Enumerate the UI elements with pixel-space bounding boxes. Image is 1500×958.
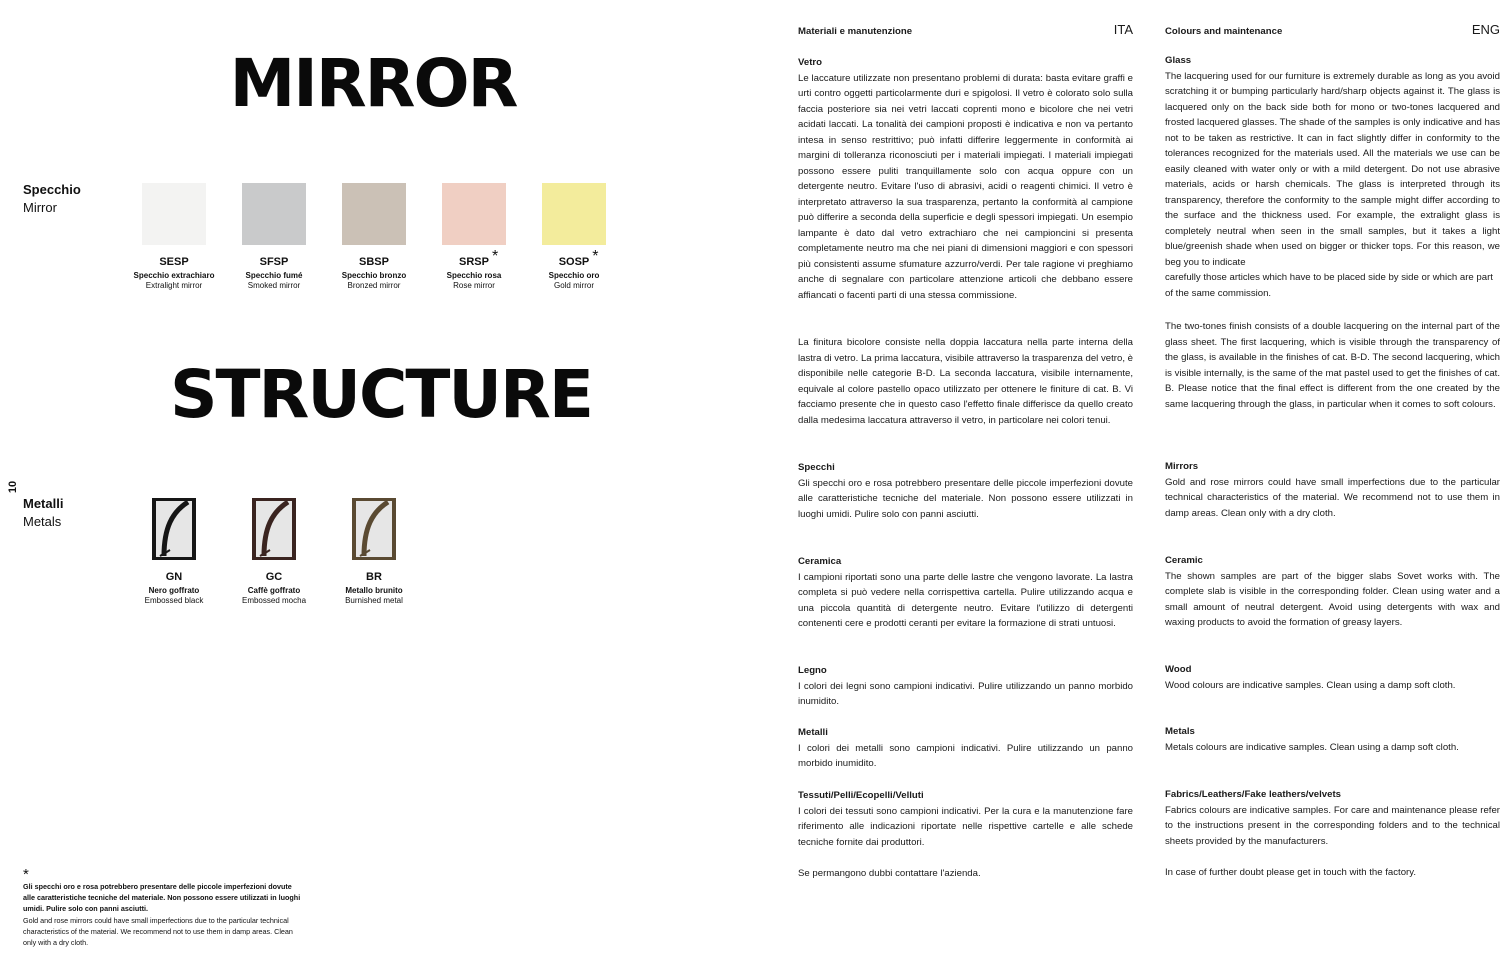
swatch-color bbox=[242, 183, 306, 245]
swatch-code: SOSP bbox=[558, 256, 590, 268]
swatch-name-it: Specchio oro bbox=[548, 271, 600, 280]
column-title: Materiali e manutenzione bbox=[798, 26, 913, 37]
footnote bbox=[23, 866, 305, 948]
section-text-continued: carefully those articles which have to be placed side by side or which are part of the same commission. bbox=[1165, 272, 1493, 299]
metal-frame-icon bbox=[252, 498, 296, 560]
swatch-name-it: Caffè goffrato bbox=[247, 586, 301, 595]
section-text: La finitura bicolore consiste nella doppia laccatura nella parte interna della lastra di vetro. La prima laccatura, visibile attraverso la trasparenza del vetro, è disponibile nelle categorie B-D. La seconda laccatura, visibile internamente, equivale al colore pastello opaco utilizzato per ottenere le finiture di cat. B. Vi facciamo presente che in questo caso l'effetto finale differisce da quello creato dalla medesima laccatura attraverso il vetro, in particolare nei colori tenui. bbox=[798, 337, 1133, 426]
mirror-title: MIRROR bbox=[229, 45, 517, 122]
section-text: The two-tones finish consists of a double lacquering on the internal part of the glass sheet. The first lacquering, which is visible through the transparency of the glass, is available in the finishes of cat. B-D. The second lacquering, which is visible internally, is the same of the mat pastel used to get the finishes of cat. B. Please notice that the final effect is different from the one created by the same lacquering through the glass, in particular when it comes to soft colours. bbox=[1165, 321, 1500, 410]
section-text: Fabrics colours are indicative samples. For care and maintenance please refer to the instructions present in the corresponding folders and to the technical sheets provided by the manufacturers. bbox=[1165, 804, 1500, 847]
swatch-code: SFSP bbox=[259, 256, 289, 268]
metal-frame-icon bbox=[352, 498, 396, 560]
swatch-name-it: Specchio fumé bbox=[245, 271, 303, 280]
footnote-en: Gold and rose mirrors could have small imperfections due to the particular technical characteristics of the material. We recommend not to use them in damp areas. Clean only with a dry cloth. bbox=[23, 915, 293, 948]
metal-section-label bbox=[23, 495, 63, 531]
asterisk-mark: * bbox=[592, 248, 599, 265]
section-glass bbox=[1165, 53, 1500, 301]
mirror-swatch-sbsp[interactable] bbox=[324, 183, 424, 291]
section-text: Gli specchi oro e rosa potrebbero presentare delle piccole imperfezioni dovute alle caratteristiche tecniche del materiale. Non possono essere utilizzati in luoghi umidi. Pulire solo con panni asciutti. bbox=[798, 477, 1133, 520]
section-heading: Tessuti/Pelli/Ecopelli/Velluti bbox=[798, 790, 924, 801]
swatch-name-it: Specchio extrachiaro bbox=[133, 271, 215, 280]
mirror-swatch-srsp[interactable] bbox=[424, 183, 524, 291]
swatch-name-it: Metallo brunito bbox=[345, 586, 403, 595]
swatch-name-en: Burnished metal bbox=[345, 596, 403, 605]
swatch-color bbox=[542, 183, 606, 245]
section-heading: Vetro bbox=[798, 57, 822, 68]
section-metals bbox=[1165, 724, 1500, 755]
swatch-name-en: Extralight mirror bbox=[145, 281, 203, 290]
swatch-color bbox=[442, 183, 506, 245]
asterisk-mark: * bbox=[491, 248, 499, 265]
mirror-swatch-sfsp[interactable] bbox=[224, 183, 324, 291]
section-vetro-bicolore bbox=[798, 335, 1133, 428]
closing-text: In case of further doubt please get in touch with the factory. bbox=[1165, 867, 1417, 878]
section-text: Le laccature utilizzate non presentano problemi di durata: basta evitare graffi e urti contro oggetti particolarmente duri e spigolosi. Il vetro è colorato solo sulla faccia posteriore sia nei vetri laccati coprenti mono e bicolore che nei vetri acidati laccati. La tonalità dei campioni proposti è indicativa e non va pertanto intesa in senso restrittivo; può infatti differire leggermente in conformità ai margini di tolleranza riconosciuti per i materiali impiegati. I materiali impiegati possono essere puliti tranquillamente solo con acqua oppure con un detergente neutro. Evitare l'uso di abrasivi, acidi o reagenti chimici. Il vetro è interpretato attraverso la sua trasparenza, pertanto la conformità al campione può differire a seconda della superficie e degli spessori impiegati. Un esempio lampante è dato dal vetro extrachiaro che nei campioncini si presenta completamente neutro ma che nei piani di dimensioni maggiori e con spessori più consistenti assume sfumature azzurro/verdi. Per tale ragione vi preghiamo anche di segnalare con particolare attenzione articoli che debbano essere affiancati o facenti parti di una stessa commissione. bbox=[798, 72, 1133, 301]
section-text: Metals colours are indicative samples. Clean using a damp soft cloth. bbox=[1165, 741, 1459, 753]
section-heading: Glass bbox=[1165, 55, 1192, 66]
section-metalli bbox=[798, 725, 1133, 772]
section-heading: Metalli bbox=[798, 727, 828, 738]
swatch-code: GN bbox=[165, 571, 183, 583]
metal-swatch-br[interactable] bbox=[324, 498, 424, 606]
section-text: I campioni riportati sono una parte delle lastre che vengono lavorate. La lastra completa si può vedere nella corrispettiva cartella. Pulire utilizzando acqua e una piccola quantità di detergente neutro. Evitare l'utilizzo di detergenti contenenti cere e prodotti ceranti per evitare la formazione di strati untuosi. bbox=[798, 571, 1133, 629]
section-ceramica bbox=[798, 554, 1133, 632]
swatch-name-it: Nero goffrato bbox=[148, 586, 200, 595]
swatch-name-it: Specchio rosa bbox=[446, 271, 502, 280]
footnote-it: Gli specchi oro e rosa potrebbero presentare delle piccole imperfezioni dovute alle caratteristiche tecniche del materiale. Non possono essere utilizzati in luoghi umidi. Pulire solo con panni asciutti. bbox=[23, 882, 301, 914]
swatch-code: BR bbox=[366, 571, 382, 583]
swatch-color bbox=[142, 183, 206, 245]
swatch-name-en: Gold mirror bbox=[553, 281, 594, 290]
mirror-swatch-sosp[interactable] bbox=[524, 183, 624, 291]
column-title: Colours and maintenance bbox=[1165, 26, 1283, 37]
metal-label-en: Metals bbox=[23, 514, 62, 529]
mirror-label-en: Mirror bbox=[23, 200, 57, 215]
section-tessuti bbox=[798, 788, 1133, 850]
section-fabrics bbox=[1165, 787, 1500, 849]
swatch-code: SBSP bbox=[359, 256, 389, 268]
section-specchi bbox=[798, 460, 1133, 522]
section-legno bbox=[798, 663, 1133, 710]
swatch-name-en: Smoked mirror bbox=[247, 281, 301, 290]
section-heading: Ceramica bbox=[798, 556, 842, 567]
section-text: I colori dei legni sono campioni indicativi. Pulire utilizzando un panno morbido inumidito. bbox=[798, 680, 1133, 707]
closing-text: Se permangono dubbi contattare l'azienda. bbox=[798, 868, 981, 879]
section-heading: Specchi bbox=[798, 462, 835, 473]
section-text: Gold and rose mirrors could have small imperfections due to the particular technical characteristics of the material. We recommend not to use them in damp areas. Clean only with a dry cloth. bbox=[1165, 476, 1500, 519]
section-heading: Metals bbox=[1165, 726, 1195, 737]
asterisk-mark: * bbox=[23, 866, 29, 883]
section-heading: Mirrors bbox=[1165, 461, 1199, 472]
swatch-name-en: Embossed black bbox=[144, 596, 204, 605]
section-heading: Wood bbox=[1165, 664, 1192, 675]
swatch-name-en: Rose mirror bbox=[453, 281, 495, 290]
metal-frame-icon bbox=[152, 498, 196, 560]
page-number: 10 bbox=[7, 480, 19, 494]
section-heading: Fabrics/Leathers/Fake leathers/velvets bbox=[1165, 789, 1341, 800]
section-text: I colori dei tessuti sono campioni indicativi. Per la cura e la manutenzione fare riferimento alle indicazioni riportate nelle rispettive cartelle e alle schede tecniche fornite dai produttori. bbox=[798, 805, 1133, 848]
section-heading: Ceramic bbox=[1165, 555, 1203, 566]
italian-column bbox=[798, 22, 1133, 879]
mirror-section-label bbox=[23, 181, 81, 217]
section-mirrors bbox=[1165, 459, 1500, 521]
language-tag: ITA bbox=[1113, 22, 1133, 37]
metal-swatch-gc[interactable] bbox=[224, 498, 324, 606]
swatch-code: SESP bbox=[159, 256, 189, 268]
english-column bbox=[1165, 22, 1500, 878]
section-wood bbox=[1165, 662, 1500, 693]
section-text: Wood colours are indicative samples. Clean using a damp soft cloth. bbox=[1165, 679, 1456, 691]
structure-title: STRUCTURE bbox=[170, 356, 592, 433]
swatch-code: GC bbox=[265, 571, 283, 583]
language-tag: ENG bbox=[1471, 22, 1500, 37]
metal-swatch-gn[interactable] bbox=[124, 498, 224, 606]
swatch-color bbox=[342, 183, 406, 245]
section-ceramic bbox=[1165, 553, 1500, 631]
swatch-code: SRSP bbox=[459, 256, 489, 268]
section-heading: Legno bbox=[798, 665, 827, 676]
section-text: I colori dei metalli sono campioni indicativi. Pulire utilizzando un panno morbido inumidito. bbox=[798, 742, 1133, 769]
section-vetro bbox=[798, 55, 1133, 303]
metal-label-it: Metalli bbox=[23, 496, 64, 511]
swatch-name-en: Bronzed mirror bbox=[347, 281, 401, 290]
swatch-name-it: Specchio bronzo bbox=[341, 271, 407, 280]
section-text: The lacquering used for our furniture is extremely durable as long as you avoid scratching it or bumping particularly hard/sharp objects against it. The glass is lacquered only on the back side both for mono or two-tones lacquered and frosted lacquered glasses. The shade of the samples is only indicative and has not to be taken as restrictive. It can in fact slightly differ in conformity to the tolerances recognized for the materials used. All the materials we use can be easily cleaned with water only or with a mild detergent. Do not use abrasive materials, acids or harsh chemicals. The glass is interpreted through its transparency, therefore the conformity to the sample might differ according to the surface and the thickness used. For example, the extralight glass is completely neutral when seen in the small samples, but it takes a light blue/greenish shade when used on bigger or thicker tops. For this reason, we beg you to indicate bbox=[1165, 70, 1500, 268]
swatch-name-en: Embossed mocha bbox=[241, 596, 307, 605]
mirror-swatch-sesp[interactable] bbox=[124, 183, 224, 291]
section-two-tones bbox=[1165, 319, 1500, 412]
mirror-label-it: Specchio bbox=[23, 182, 81, 197]
closing-note bbox=[1165, 865, 1500, 881]
closing-note bbox=[798, 866, 1133, 882]
section-text: The shown samples are part of the bigger slabs Sovet works with. The complete slab is visible in the corresponding folder. Clean using water and a small amount of neutral detergent. Avoid using detergents with wax and waxing products to avoid the formation of greasy layers. bbox=[1165, 570, 1500, 628]
